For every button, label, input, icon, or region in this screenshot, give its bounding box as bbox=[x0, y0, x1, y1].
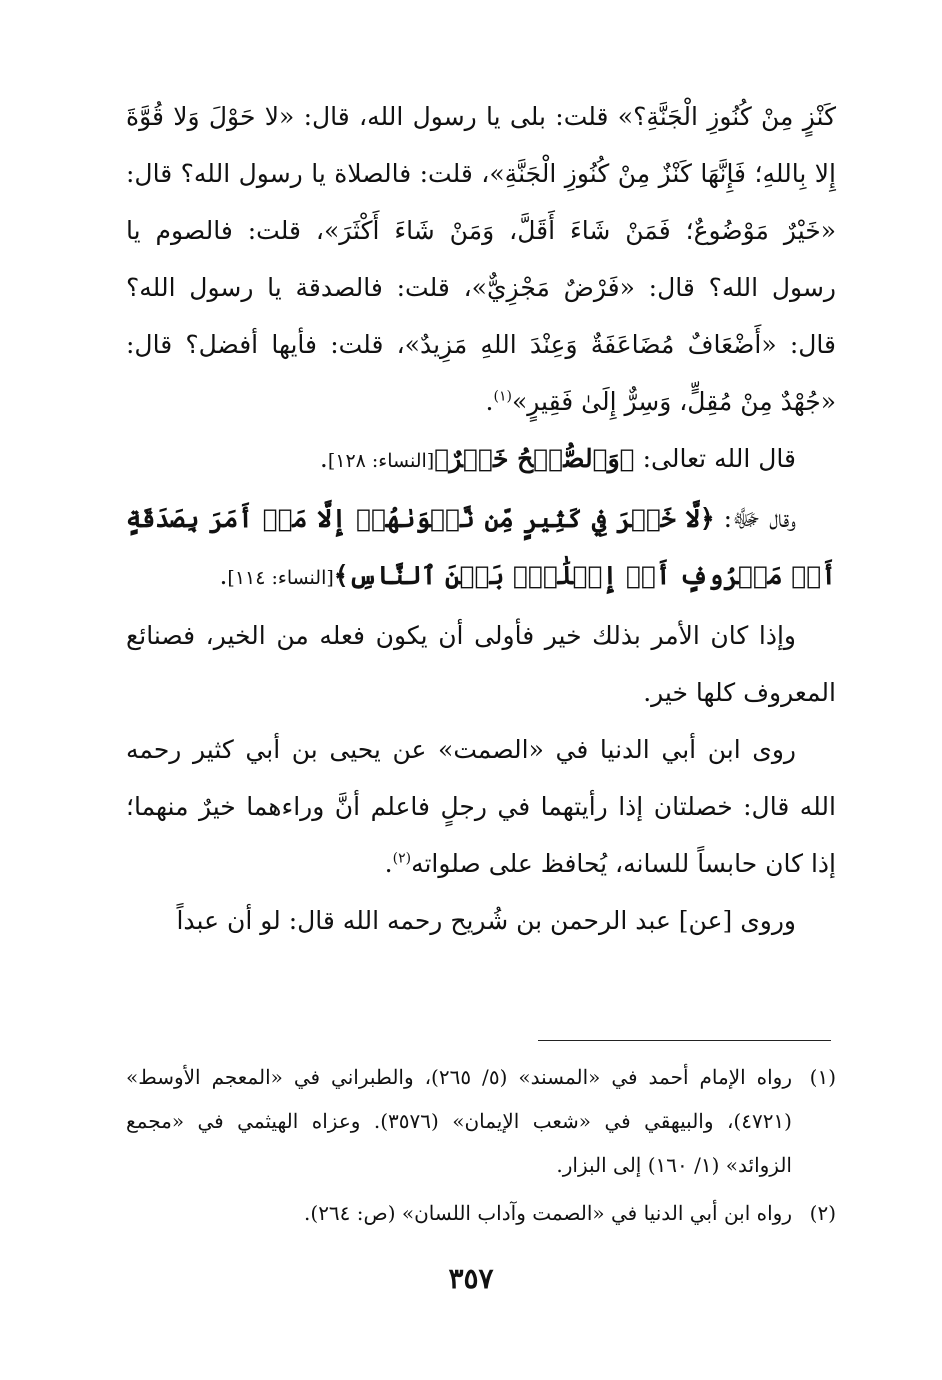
period: . bbox=[319, 444, 328, 473]
good-deeds-paragraph bbox=[126, 607, 836, 721]
paragraph-text: وروى [عن] عبد الرحمن بن شُريح رحمه الله قال: لو أن عبداً bbox=[176, 906, 796, 935]
verse-paragraph-2 bbox=[126, 490, 836, 607]
footnote-marker-2: (٢) bbox=[392, 850, 412, 867]
paragraph-text: وإذا كان الأمر بذلك خير فأولى أن يكون فعله من الخير، فصنائع المعروف كلها خير. bbox=[126, 621, 836, 707]
verse-reference: [النساء: ١٢٨] bbox=[327, 450, 435, 472]
hadith-text: كَنْزٍ مِنْ كُنُوزِ الْجَنَّةِ؟» قلت: بلى يا رسول الله، قال: «لا حَوْلَ وَلا قُوَّةَ إِلا بِاللهِ؛ فَإِنَّهَا كَنْزٌ مِنْ كُنُوزِ الْجَنَّةِ»، قلت: فالصلاة يا رسول الله؟ قال: «خَيْرٌ مَوْضُوعٌ؛ فَمَنْ شَاءَ أَقَلَّ، وَمَنْ شَاءَ أَكْثَرَ»، قلت: فالصوم يا رسول الله؟ قال: «فَرْضٌ مَجْزِيٌّ»، قلت: فالصدقة يا رسول الله؟ قال: «أَضْعَافٌ مُضَاعَفَةٌ وَعِنْدَ اللهِ مَزِيدٌ»، قلت: فأيها أفضل؟ قال: «جُهْدٌ مِنْ مُقِلٍّ، وَسِرٌّ إِلَىٰ فَقِيرٍ» bbox=[126, 102, 836, 416]
quran-verse: ﴿وَٱلصُّلۡحُ خَيۡرٌ﴾ bbox=[434, 444, 635, 473]
verse-intro: وقال ﷻ: bbox=[714, 504, 796, 533]
period: . bbox=[485, 387, 494, 416]
page-number: ٣٥٧ bbox=[448, 1262, 494, 1295]
narration-paragraph-1 bbox=[126, 721, 836, 892]
footnotes bbox=[126, 1055, 836, 1239]
footnote-1 bbox=[126, 1055, 836, 1187]
footnote-number: (٢) bbox=[809, 1201, 836, 1225]
footnote-text: رواه ابن أبي الدنيا في «الصمت وآداب اللسان» (ص: ٢٦٤). bbox=[304, 1201, 792, 1225]
verse-reference: [النساء: ١١٤] bbox=[227, 567, 334, 589]
verse-intro: قال الله تعالى: bbox=[634, 444, 796, 473]
paragraph-text: روى ابن أبي الدنيا في «الصمت» عن يحيى بن أبي كثير رحمه الله قال: خصلتان إذا رأيتهما في رجلٍ فاعلم أنَّ وراءهما خيرٌ منهما؛ إذا كان حابساً للسانه، يُحافظ على صلواته bbox=[126, 735, 836, 878]
narration-paragraph-2 bbox=[126, 892, 836, 949]
period: . bbox=[219, 561, 228, 590]
hadith-paragraph bbox=[126, 88, 836, 430]
footnote-number: (١) bbox=[809, 1065, 836, 1089]
footnote-marker-1: (١) bbox=[493, 388, 512, 405]
footnote-divider bbox=[538, 1040, 831, 1041]
main-text bbox=[126, 88, 836, 949]
footnote-2 bbox=[126, 1191, 836, 1235]
verse-paragraph-1 bbox=[126, 430, 836, 490]
period: . bbox=[384, 849, 393, 878]
quran-verse: ﴿لَّا خَيۡرَ فِي كَثِيرٍ مِّن نَّجۡوَىٰهُمۡ إِلَّا مَنۡ أَمَرَ بِصَدَقَةٍ أَوۡ مَعۡرُوفٍ أَوۡ إِصۡلَٰحِۭ بَيۡنَ ٱلنَّاسِ﴾ bbox=[126, 504, 836, 590]
footnote-text: رواه الإمام أحمد في «المسند» (٥/ ٢٦٥)، والطبراني في «المعجم الأوسط» (٤٧٢١)، والبيهقي في «شعب الإيمان» (٣٥٧٦). وعزاه الهيثمي في «مجمع الزوائد» (١/ ١٦٠) إلى البزار. bbox=[126, 1065, 792, 1177]
